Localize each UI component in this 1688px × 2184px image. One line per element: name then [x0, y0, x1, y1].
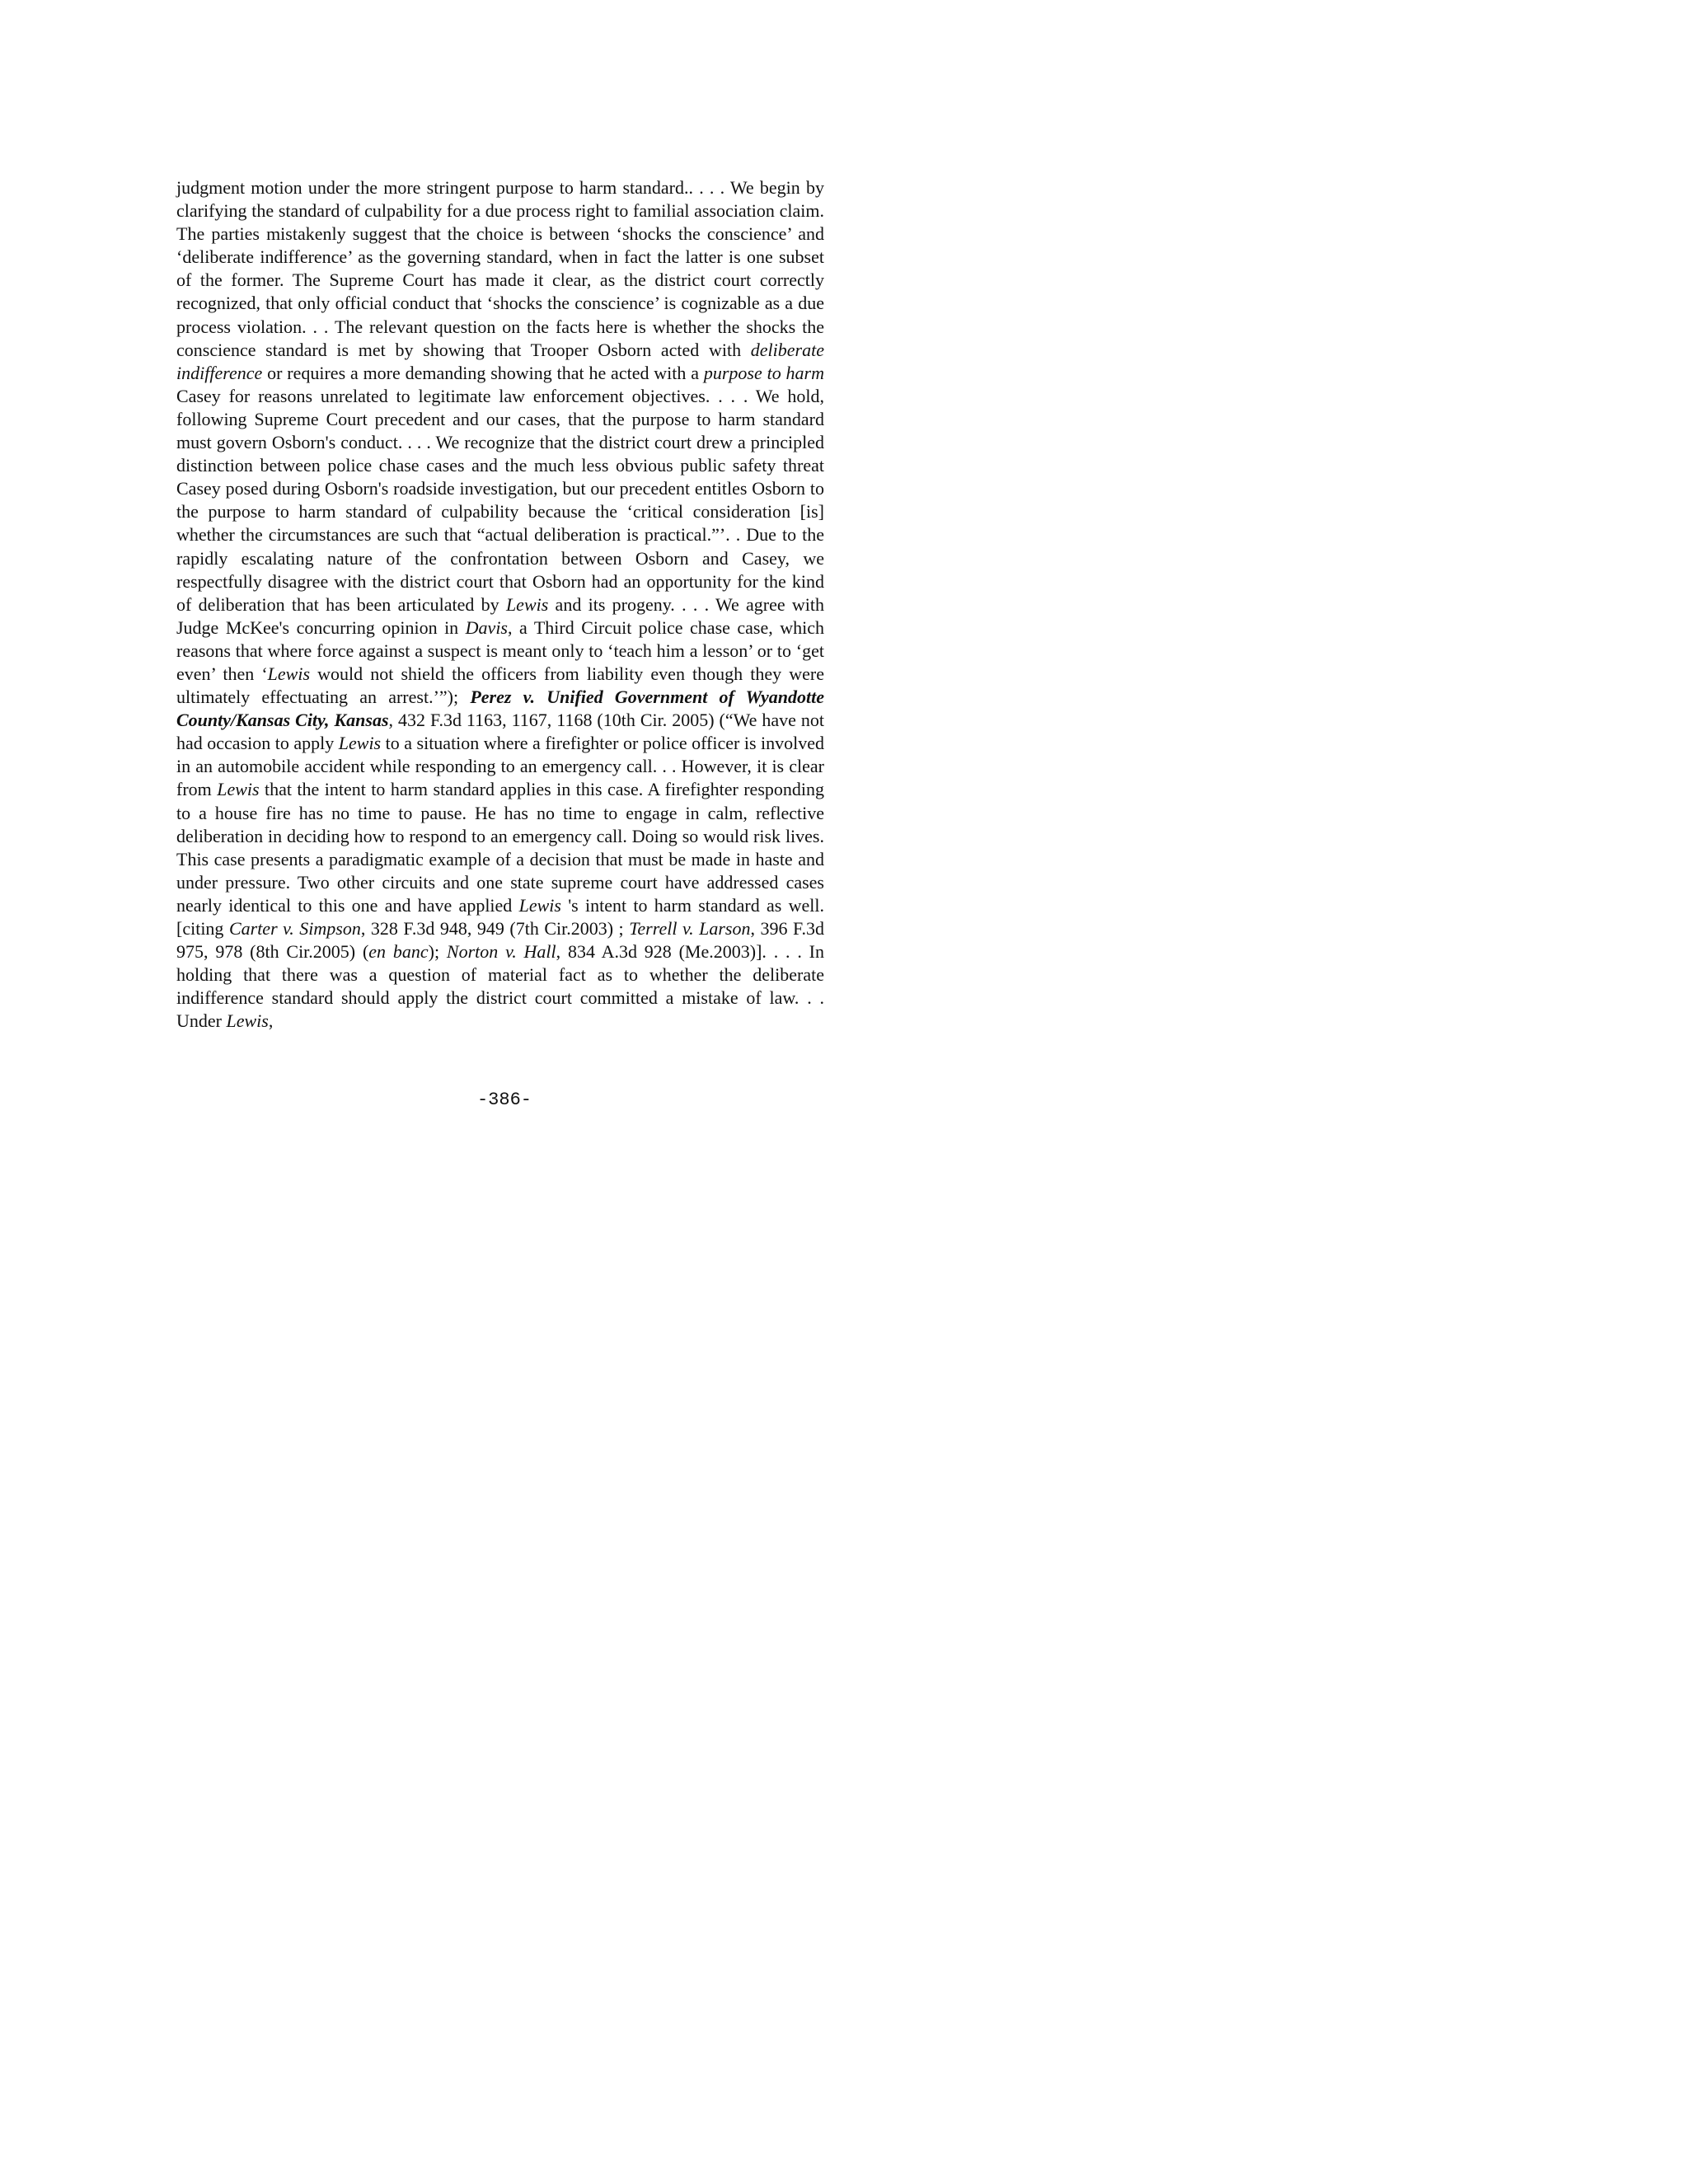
text-segment: ,	[268, 1010, 274, 1032]
text-segment: Terrell v. Larson	[629, 918, 751, 939]
text-segment: that the intent to harm standard applies in this case. A firefighter responding to a house fire has no time to pause. He has no time to engage in calm, reflective deliberation in deciding how to respond to an emergency call. Doing so would risk lives. This case presents a paradigmatic example of a decision that must be made in haste and under pressure. Two other circuits and one state supreme court have addressed cases nearly identical to this one and have applied	[176, 779, 824, 916]
text-segment: , 328 F.3d 948, 949 (7th Cir.2003) ;	[360, 918, 630, 939]
text-segment: purpose to harm	[703, 362, 824, 383]
text-segment: Lewis	[505, 593, 549, 615]
text-segment: Lewis	[518, 894, 561, 916]
text-segment: Perez v. Unified Government of Wyandotte County/Kansas City, Kansas	[176, 687, 824, 731]
text-segment: Casey for reasons unrelated to legitimate law enforcement objectives. . . . We hold, following Supreme Court precedent and our cases, that the purpose to harm standard must govern Osborn's conduct. . . . We recognize that the district court drew a principled distinction between police chase cases and the much less obvious public safety threat Casey posed during Osborn's roadside investigation, but our precedent entitles Osborn to the purpose to harm standard of culpability because the ‘critical consideration [is] whether the circumstances are such that “actual deliberation is practical.”’. . Due to the rapidly escalating nature of the confrontation between Osborn and Casey, we respectfully disagree with the district court that Osborn had an opportunity for the kind of deliberation that has been articulated by	[176, 385, 824, 615]
text-segment: and its progeny. . . . We agree with Judge McKee's concurring opinion in	[176, 593, 824, 638]
text-segment: would not shield the officers from liability even though they were ultimately effectuating an arrest.’”);	[176, 663, 824, 708]
text-segment: or requires a more demanding showing that he acted with a	[262, 362, 704, 383]
text-segment: , 396 F.3d 975, 978 (8th Cir.2005) (	[176, 918, 824, 963]
text-segment: , 834 A.3d 928 (Me.2003)]. . . . In holding that there was a question of material fact as to whether the deliberate indifference standard should apply the district court committed a mistake of law. . . Under	[176, 941, 824, 1032]
text-segment: deliberate indifference	[176, 339, 824, 383]
text-segment: Lewis	[226, 1010, 269, 1032]
text-segment: en banc	[368, 941, 429, 963]
text-segment: Davis	[465, 616, 508, 638]
text-segment: judgment motion under the more stringent purpose to harm standard.. . . . We begin by clarifying the standard of culpability for a due process right to familial association claim. The parties mistakenly suggest that the choice is between ‘shocks the conscience’ and ‘deliberate indifference’ as the governing standard, when in fact the latter is one subset of the former. The Supreme Court has made it clear, as the district court correctly recognized, that only official conduct that ‘shocks the conscience’ is cognizable as a due process violation. . . The relevant question on the facts here is whether the shocks the conscience standard is met by showing that Trooper Osborn acted with	[176, 177, 824, 360]
text-segment: Norton v. Hall	[446, 941, 556, 963]
text-segment: 's intent to harm standard as well. [citing	[176, 894, 824, 939]
text-segment: , 432 F.3d 1163, 1167, 1168 (10th Cir. 2005) (“We have not had occasion to apply	[176, 710, 825, 754]
text-segment: Lewis	[217, 779, 260, 800]
text-segment: Carter v. Simpson	[228, 918, 361, 939]
page-number: -386-	[476, 1090, 532, 1110]
text-segment: );	[428, 941, 447, 963]
text-segment: , a Third Circuit police chase case, which reasons that where force against a suspect is meant only to ‘teach him a lesson’ or to ‘get even’ then ‘	[176, 616, 824, 684]
text-segment: to a situation where a firefighter or police officer is involved in an automobile accident while responding to an emergency call. . . However, it is clear from	[176, 733, 825, 800]
document-page	[0, 0, 1009, 1305]
body-paragraph	[176, 176, 824, 1033]
text-segment: Lewis	[267, 663, 311, 684]
text-segment: Lewis	[338, 733, 382, 754]
